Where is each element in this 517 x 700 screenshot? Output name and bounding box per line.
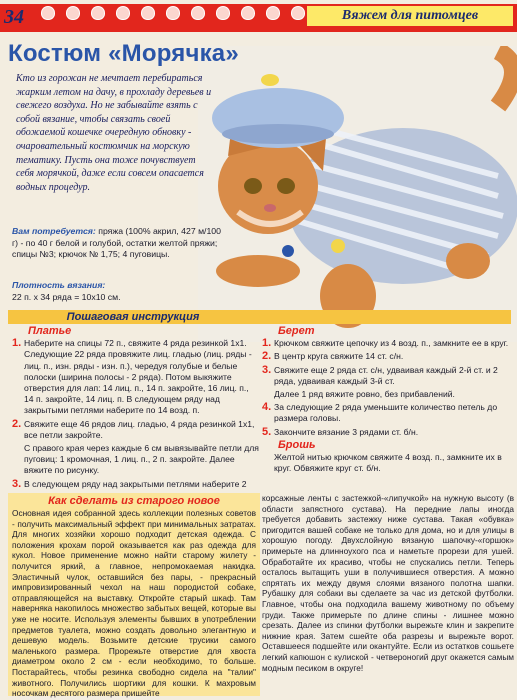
gauge-block [12, 280, 222, 303]
tips-text: Основная идея собранной здесь коллекции полезных советов - получить максимальный эффект при минимальных затратах. Для многих хозяйки хорошо подходит детская одежда. С положения крохам порой оказывается как раз одежда для кукол. Новое применение можно найти старому жилету - получится яркий, а главное, непромокаемая накидка. Эластичный чулок, оставшийся без пары, - прекрасный импровизированный чехол на наш породистой собаке, отправляющейся на выставку. Откройте старый шкаф. Там наверняка накопилось множество забытых вещей, которые вы уже не носите. Используя элементы бывших в употреблении предметов туалета, можно создать довольно элегантную и дешевую модель. Возьмите детские трусики самого маленького размера. Прорежьте отверстие для хвоста диаметром около 2 см - если необходимо, то больше. Постарайтесь, чтобы резинка свободно сидела на "талии" животного. Получились шортики для кошки. К махровым носочкам десятого размера пришейте [12, 508, 256, 699]
step-text: Свяжите еще 46 рядов лиц. гладью, 4 ряда резинкой 1х1, все петли закройте. [24, 418, 255, 440]
page-number: 34 [4, 6, 24, 28]
dress-column [12, 326, 260, 503]
gauge-text: 22 п. х 34 ряда = 10х10 см. [12, 291, 121, 302]
step-text: Наберите на спицы 72 п., свяжите 4 ряда резинкой 1х1. Следующие 22 ряда провяжите лиц. гладью (лиц. ряды - лиц. п., изн. ряды - изн. п.), чередуя голубые и белые полоски (ширина полосы - 2 ряда). Потом выкяжите отверстия для лап: 14 лиц. п., 14 п. закройте, 16 лиц. п., 14 п. закройте, 14 лиц. п. В следующем ряду над закрытыми петлями наберите по 14 возд. п. [24, 338, 252, 416]
paw-prints [42, 7, 329, 19]
step-text: Свяжите еще 2 ряда ст. с/н, удваивая каждый 2-й ст. и 2 ряда, удваивая каждый 3-й ст. [274, 364, 498, 386]
beret-step [262, 427, 514, 438]
paw-icon [67, 7, 79, 19]
paw-icon [117, 7, 129, 19]
tips-title: Как сделать из старого новое [48, 495, 220, 507]
dress-heading: Платье [28, 325, 72, 337]
brooch-heading: Брошь [278, 438, 316, 451]
dress-step [12, 419, 260, 441]
step-number: 5. [262, 425, 272, 438]
beret-step [262, 338, 514, 349]
step-text: Закончите вязание 3 рядами ст. б/н. [274, 426, 419, 437]
step-text: Крючком свяжите цепочку из 4 возд. п., замкните ее в круг. [274, 338, 509, 349]
dress-step [12, 338, 260, 416]
paw-icon [42, 7, 54, 19]
cat-photo [198, 46, 517, 342]
intro-paragraph: Кто из горожан не мечтает перебираться жарким летом на дачу, в прохладу деревьев и свежего воздуха. Но не забывайте взять с собой вязание, чтобы связать своей обожаемой кошечке очередную обновку - очаровательный костюмчик на морскую тематику. Пусть она тоже почувствует себя морячкой, даже если совсем опасается водных процедур. [16, 73, 212, 193]
step-number: 4. [262, 401, 272, 414]
materials-block [12, 226, 222, 261]
paw-icon [267, 7, 279, 19]
instructions-title: Пошаговая инструкция [66, 311, 200, 323]
materials-text: пряжа (100% акрил, 427 м/100 г) - по 40 г белой и голубой, остатки желтой пряжи; спицы №3; крючок № 1,75; 4 пуговицы. [12, 226, 221, 259]
paw-icon [292, 7, 304, 19]
beret-step [262, 351, 514, 362]
cat-illustration [198, 46, 517, 342]
beret-note: Далее 1 ряд вяжите ровно, без прибавлений. [274, 389, 455, 400]
step-text: За следующие 2 ряда уменьшите количество петель до размера головы. [274, 402, 498, 424]
paw-icon [192, 7, 204, 19]
beret-column [262, 326, 514, 476]
tips-continued: корсажные ленты с застежкой-«липучкой» на нужную высоту (в области запястного сустава). На передние лапы иногда требуется добавить застежку ниже сустава. Такая «обувка» пригодится вашей собаке не только для дома, но и для улицы в хорошую погоду. Двухслойную вязаную шапочку-«горшок» примерьте на длинноухого пса и наметьте прорези для ушей. Обработайте их красиво, чтобы не спускались петли. Теперь осталось вытащить уши в получившиеся отверстия. А можно спрятать их между двумя слоями вязаного полотна шапки. Рубашку для собаки вы сделаете за час из детской футболки. Главное, чтобы она подходила вашему животному по объему груди. Также примерьте по длине спины - лишнее можно срезать. Далее из спинки футболки вырежьте клин и закрепите нижние края. Затем сшейте оба разрезы и вырежьте ворот. Оставшееся подшейте или окантуйте. Если из остатков сошьете легкий капюшон с кулиской - четвероногий друг окажется самым модным песиком в округе! [262, 493, 514, 673]
step-text: В центр круга свяжите 14 ст. с/н. [274, 351, 404, 362]
beret-step [262, 365, 514, 387]
step-number: 3. [262, 363, 272, 376]
brooch-text: Желтой нитью крючком свяжите 4 возд. п., замкните их в круг. Обвяжите круг ст. б/н. [274, 452, 502, 474]
paw-icon [217, 7, 229, 19]
step-number: 2. [262, 350, 272, 363]
gauge-label: Плотность вязания: [12, 280, 106, 290]
paw-icon [92, 7, 104, 19]
beret-heading: Берет [278, 325, 315, 337]
collar-note: С правого края через каждые 6 см вывязывайте петли для пуговиц: 1 кромочная, 1 лиц. п., 2 п. закройте. Далее вяжите по рисунку. [24, 443, 259, 476]
step-number: 2. [12, 417, 22, 430]
step-number: 1. [12, 337, 22, 350]
step-text: В следующем ряду над закрытыми петлями наберите 2 [24, 478, 247, 489]
article-title: Костюм «Морячка» [8, 40, 239, 67]
section-title: Вяжем для питомцев [307, 6, 513, 26]
paw-icon [142, 7, 154, 19]
step-number: 3. [12, 477, 22, 490]
paw-icon [242, 7, 254, 19]
beret-step [262, 402, 514, 424]
step-number: 1. [262, 337, 272, 350]
materials-label: Вам потребуется: [12, 226, 96, 236]
paw-icon [167, 7, 179, 19]
